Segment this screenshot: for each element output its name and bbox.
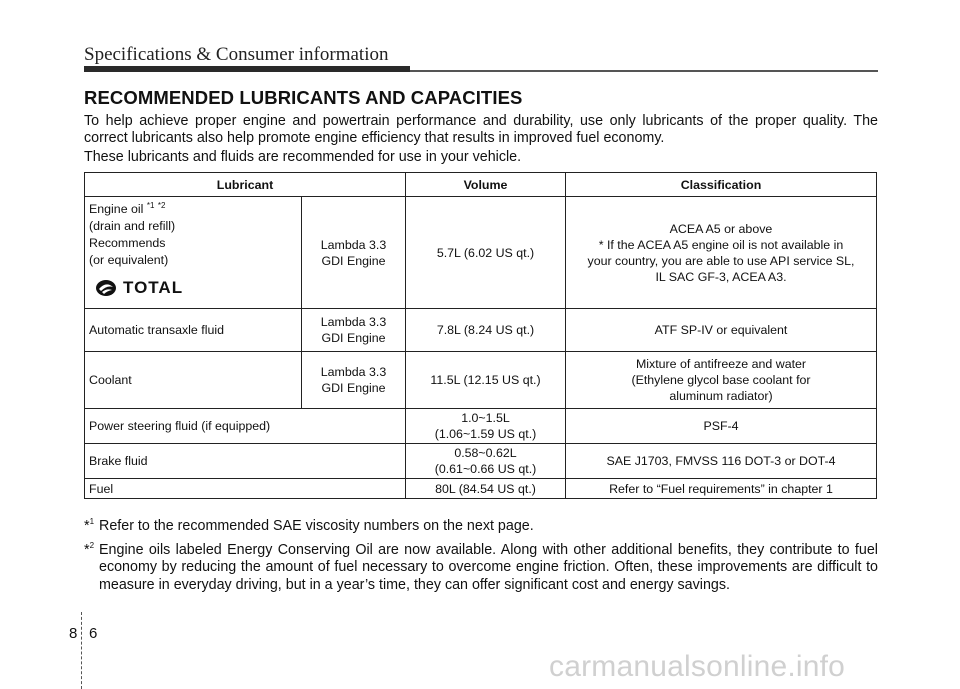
total-logo-text: TOTAL bbox=[123, 278, 184, 297]
fuel-volume: 80L (84.54 US qt.) bbox=[406, 479, 566, 499]
total-logo bbox=[95, 279, 297, 297]
volume-line-2: (0.61~0.66 US qt.) bbox=[434, 462, 537, 476]
header-volume: Volume bbox=[406, 173, 566, 197]
intro-paragraph-2: These lubricants and fluids are recommended for use in your vehicle. bbox=[84, 149, 522, 165]
class-line-2: (Ethylene glycol base coolant for bbox=[631, 373, 811, 387]
volume-line-1: 0.58~0.62L bbox=[454, 446, 517, 460]
engine-oil-sub-2: Recommends bbox=[89, 236, 166, 250]
footnote-ref-2: *2 bbox=[157, 200, 166, 210]
engine-oil-sub-1: (drain and refill) bbox=[89, 219, 176, 233]
brake-volume bbox=[406, 444, 566, 479]
engine-line-2: GDI Engine bbox=[321, 331, 386, 345]
table-row-fuel bbox=[85, 479, 877, 499]
header-rule-thin bbox=[410, 70, 878, 72]
engine-oil-label: Engine oil bbox=[89, 202, 144, 216]
header-rule-dark bbox=[84, 66, 410, 72]
engine-oil-classification bbox=[566, 197, 877, 309]
section-title: RECOMMENDED LUBRICANTS AND CAPACITIES bbox=[84, 87, 523, 108]
engine-oil-engine-cell bbox=[302, 197, 406, 309]
fuel-classification: Refer to “Fuel requirements” in chapter 1 bbox=[566, 479, 877, 499]
table-row-coolant bbox=[85, 352, 877, 409]
footnote-ref-1: *1 bbox=[146, 200, 155, 210]
footnote-mark: * bbox=[84, 541, 90, 558]
header-classification: Classification bbox=[566, 173, 877, 197]
class-line-3: your country, you are able to use API service SL, bbox=[587, 253, 855, 268]
footnote-1 bbox=[84, 518, 878, 536]
atf-classification: ATF SP-IV or equivalent bbox=[566, 309, 877, 352]
footnote-2 bbox=[84, 542, 878, 595]
table-header-row bbox=[85, 173, 877, 197]
atf-engine-cell bbox=[302, 309, 406, 352]
class-line-1: Mixture of antifreeze and water bbox=[635, 357, 807, 371]
footnote-text: Refer to the recommended SAE viscosity numbers on the next page. bbox=[99, 518, 534, 534]
coolant-name: Coolant bbox=[85, 352, 302, 409]
power-steering-volume bbox=[406, 409, 566, 444]
engine-line-2: GDI Engine bbox=[321, 381, 386, 395]
power-steering-name: Power steering fluid (if equipped) bbox=[85, 409, 406, 444]
footnotes bbox=[84, 518, 878, 600]
coolant-volume: 11.5L (12.15 US qt.) bbox=[406, 352, 566, 409]
coolant-engine-cell bbox=[302, 352, 406, 409]
table-row-engine-oil bbox=[85, 197, 877, 309]
engine-line-1: Lambda 3.3 bbox=[320, 237, 387, 252]
table-row-power-steering bbox=[85, 409, 877, 444]
atf-name: Automatic transaxle fluid bbox=[85, 309, 302, 352]
coolant-classification bbox=[566, 352, 877, 409]
table-row-brake bbox=[85, 444, 877, 479]
footnote-text: Engine oils labeled Energy Conserving Oil are now available. Along with other additional benefits, they contribute to fuel economy by reducing the amount of fuel necessary to overcome engine friction. Often, these improvements are difficult to measure in everyday driving, but in a year’s time, they can offer significant cost and energy savings. bbox=[99, 541, 878, 593]
volume-line-2: (1.06~1.59 US qt.) bbox=[434, 427, 537, 441]
page-number: 6 bbox=[89, 625, 98, 642]
fuel-name: Fuel bbox=[85, 479, 406, 499]
page-number-divider bbox=[81, 612, 83, 689]
volume-line-1: 1.0~1.5L bbox=[461, 411, 510, 425]
engine-oil-sub-3: (or equivalent) bbox=[89, 253, 169, 267]
brake-classification: SAE J1703, FMVSS 116 DOT-3 or DOT-4 bbox=[566, 444, 877, 479]
footnote-mark: * bbox=[84, 518, 90, 534]
engine-line-2: GDI Engine bbox=[321, 253, 386, 268]
engine-oil-name-cell bbox=[85, 197, 302, 309]
class-line-3: aluminum radiator) bbox=[669, 389, 773, 403]
class-line-2: * If the ACEA A5 engine oil is not available in bbox=[598, 237, 844, 252]
total-logo-icon bbox=[95, 279, 117, 297]
class-line-4: IL SAC GF-3, ACEA A3. bbox=[655, 269, 787, 284]
engine-oil-volume: 5.7L (6.02 US qt.) bbox=[406, 197, 566, 309]
lubricants-table bbox=[84, 172, 877, 499]
footnote-number: 2 bbox=[89, 540, 95, 550]
chapter-number: 8 bbox=[69, 625, 78, 642]
footnote-number: 1 bbox=[89, 517, 95, 527]
intro-paragraph: To help achieve proper engine and powertrain performance and durability, use only lubricants of the proper quality. The correct lubricants also help promote engine efficiency that results in improved fuel economy. bbox=[84, 113, 878, 146]
engine-line-1: Lambda 3.3 bbox=[320, 315, 387, 329]
header-title: Specifications & Consumer information bbox=[84, 44, 389, 65]
power-steering-classification: PSF-4 bbox=[566, 409, 877, 444]
table-row-atf bbox=[85, 309, 877, 352]
header-lubricant: Lubricant bbox=[85, 173, 406, 197]
atf-volume: 7.8L (8.24 US qt.) bbox=[406, 309, 566, 352]
engine-line-1: Lambda 3.3 bbox=[320, 365, 387, 379]
watermark: carmanualsonline.info bbox=[549, 650, 846, 683]
class-line-1: ACEA A5 or above bbox=[669, 221, 773, 236]
brake-name: Brake fluid bbox=[85, 444, 406, 479]
